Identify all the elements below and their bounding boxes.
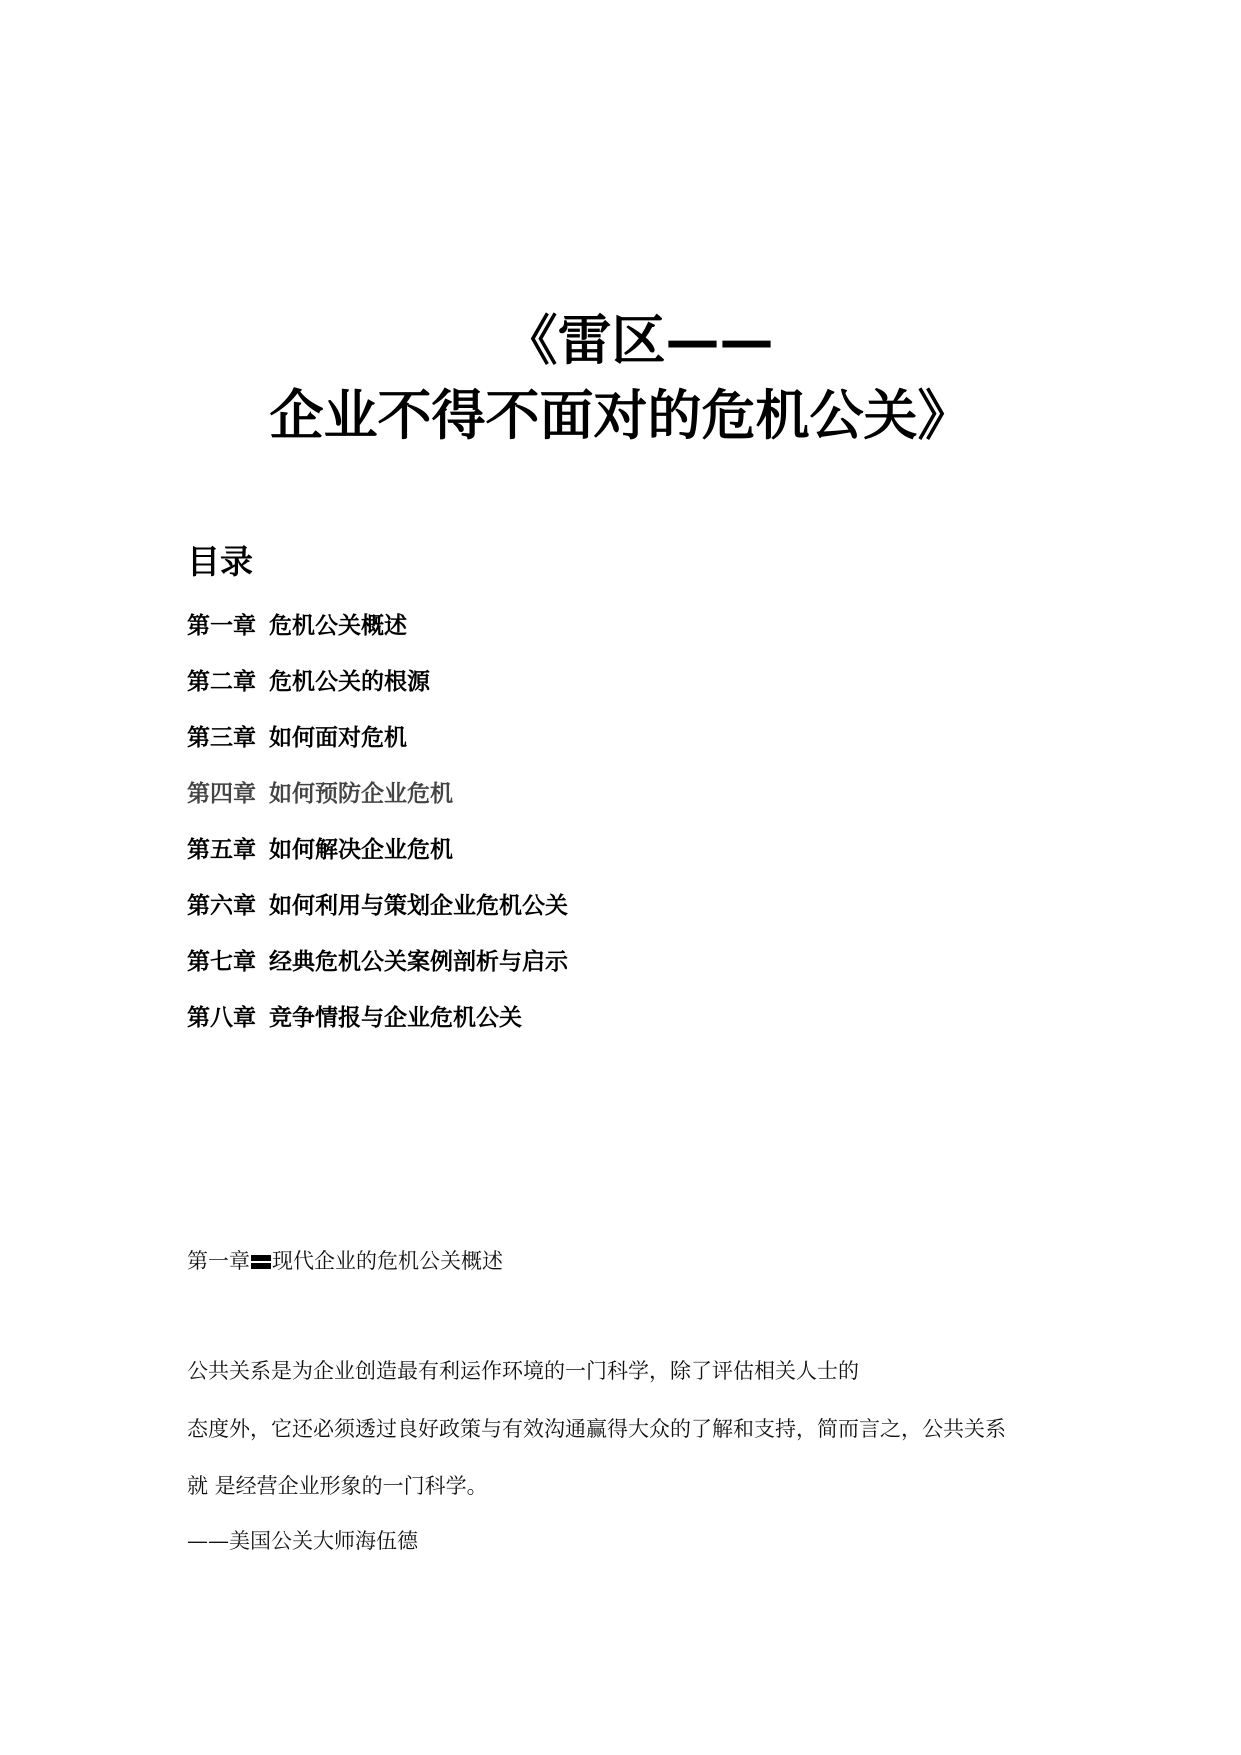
toc-chapter-title: 如何解决企业危机 xyxy=(269,837,453,863)
toc-chapter-number: 第四章 xyxy=(187,781,256,807)
toc-chapter-title: 经典危机公关案例剖析与启示 xyxy=(269,949,568,975)
quote-attribution: ——美国公关大师海伍德 xyxy=(187,1529,418,1553)
toc-item-chapter-2 xyxy=(187,665,568,721)
toc-chapter-title: 竞争情报与企业危机公关 xyxy=(269,1005,522,1031)
toc-chapter-number: 第六章 xyxy=(187,893,256,919)
toc-item-chapter-4 xyxy=(187,777,568,833)
chapter-1-number: 第一章 xyxy=(187,1249,250,1273)
toc-chapter-title: 如何预防企业危机 xyxy=(269,781,453,807)
separator-mark-icon xyxy=(251,1255,271,1269)
toc-chapter-number: 第八章 xyxy=(187,1005,256,1031)
toc-item-chapter-7 xyxy=(187,945,568,1001)
quote-line-1: 公共关系是为企业创造最有利运作环境的一门科学，除了评估相关人士的 xyxy=(187,1359,859,1383)
document-title-line-1: 《雷区—— xyxy=(503,309,774,372)
toc-chapter-number: 第二章 xyxy=(187,669,256,695)
toc-chapter-number: 第五章 xyxy=(187,837,256,863)
quote-line-2: 态度外，它还必须透过良好政策与有效沟通赢得大众的了解和支持，简而言之，公共关系 xyxy=(187,1417,1006,1441)
toc-item-chapter-3 xyxy=(187,721,568,777)
chapter-1-heading xyxy=(187,1245,503,1275)
toc-chapter-number: 第七章 xyxy=(187,949,256,975)
toc-heading: 目录 xyxy=(187,542,253,581)
document-title-line-2: 企业不得不面对的危机公关》 xyxy=(269,384,972,447)
table-of-contents xyxy=(187,609,568,1057)
toc-chapter-number: 第一章 xyxy=(187,613,256,639)
toc-chapter-title: 如何利用与策划企业危机公关 xyxy=(269,893,568,919)
toc-chapter-title: 如何面对危机 xyxy=(269,725,407,751)
toc-item-chapter-1 xyxy=(187,609,568,665)
toc-item-chapter-5 xyxy=(187,833,568,889)
quote-line-3: 就 是经营企业形象的一门科学。 xyxy=(187,1474,488,1498)
toc-item-chapter-8 xyxy=(187,1001,568,1057)
toc-item-chapter-6 xyxy=(187,889,568,945)
chapter-1-title: 现代企业的危机公关概述 xyxy=(272,1249,503,1273)
toc-chapter-number: 第三章 xyxy=(187,725,256,751)
toc-chapter-title: 危机公关的根源 xyxy=(269,669,430,695)
toc-chapter-title: 危机公关概述 xyxy=(269,613,407,639)
